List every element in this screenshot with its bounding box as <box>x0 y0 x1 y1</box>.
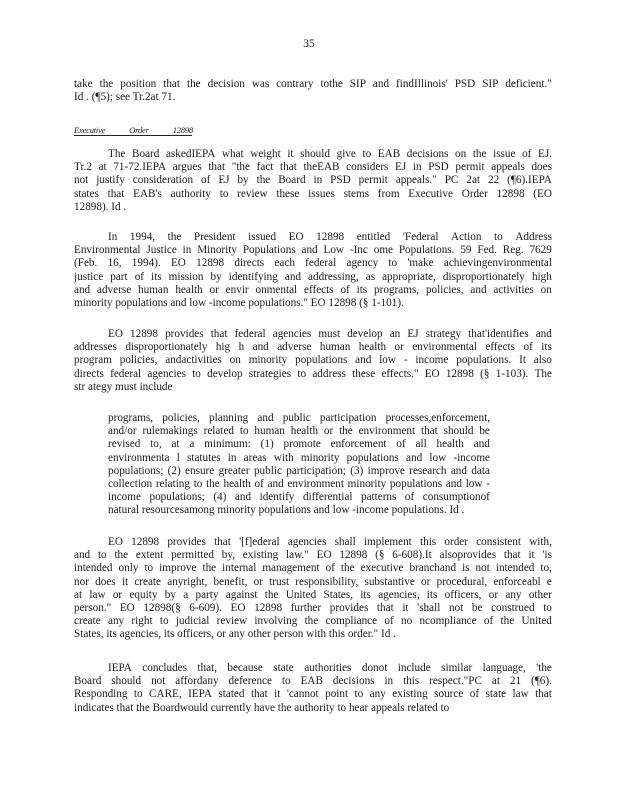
text-line: create any right to judicial review involving the compliance of no ncompliance of the United <box>74 615 552 628</box>
heading-underline <box>74 135 192 136</box>
heading-word: Executive <box>74 125 106 135</box>
text-line: directs federal agencies to develop strategies to address these effects." EO 12898 (§ 1-103). The <box>74 367 552 380</box>
text-line: Environmental Justice in Minority Populations and Low -Inc ome Populations. 59 Fed. Reg. 7629 <box>74 244 552 257</box>
text-line: intended only to improve the internal management of the executive branchand is not intended to, <box>74 562 552 575</box>
text-line: indicates that the Boardwould currently have the authority to hear appeals related to <box>74 701 450 714</box>
text-line: addresses disproportionately hig h and adverse human health or environmental effects of its <box>74 341 552 354</box>
text-line: environmenta l statutes in areas with minority populations and low -income <box>108 451 490 464</box>
block-quote <box>108 412 490 518</box>
text-line: Id . (¶5); see Tr.2at 71. <box>74 91 176 104</box>
text-line: The Board askedIEPA what weight it should give to EAB decisions on the issue of EJ. <box>108 148 552 160</box>
text-line: programs, policies, planning and public participation processes,enforcement, <box>108 412 490 424</box>
text-line: collection relating to the health of and environment minority populations and low - <box>108 478 490 491</box>
text-line: (Feb. 16, 1994). EO 12898 directs each federal agency to 'make achievingenvironmental <box>74 257 552 270</box>
text-line: IEPA concludes that, because state authorities donot include similar language, 'the <box>108 662 552 674</box>
text-line: str ategy must include <box>74 380 173 393</box>
text-line: Tr.2 at 71-72.IEPA argues that "the fact that theEAB considers EJ in PSD permit appeals does <box>74 161 552 174</box>
text-line: minority populations and low -income populations." EO 12898 (§ 1-101). <box>74 297 404 310</box>
text-line: Responding to CARE, IEPA stated that it 'cannot point to any existing source of state law that <box>74 688 552 701</box>
text-line: 12898). Id . <box>74 200 127 213</box>
text-line: In 1994, the President issued EO 12898 entitled 'Federal Action to Address <box>108 231 552 243</box>
text-line: revised to, at a minimum: (1) promote enforcement of all health and <box>108 438 490 451</box>
paragraph-existing-law <box>74 536 552 642</box>
text-line: populations; (2) ensure greater public participation; (3) improve research and data <box>108 464 490 477</box>
text-line: at law or equity by a party against the United States, its agencies, its officers, or any other <box>74 588 552 601</box>
text-line: states that EAB's authority to review these issues stems from Executive Order 12898 (EO <box>74 187 552 200</box>
text-line: and adverse human health or envir onmental effects of its programs, policies, and activities on <box>74 283 552 296</box>
text-line: EO 12898 provides that '[f]ederal agencies shall implement this order consistent with, <box>108 536 552 548</box>
heading-word: Order <box>129 125 149 135</box>
paragraph-board-asked <box>74 148 552 214</box>
text-line: Board should not affordany deference to EAB decisions in this respect."PC at 21 (¶6). <box>74 675 552 688</box>
text-line: natural resourcesamong minority populations and low -income populations. Id . <box>108 504 465 517</box>
text-line: not justify consideration of EJ by the Board in PSD permit appeals." PC 2at 22 (¶6).IEPA <box>74 174 552 187</box>
text-line: person." EO 12898(§ 6-609). EO 12898 further provides that it 'shall not be construed to <box>74 602 552 615</box>
text-line: justice part of its mission by identifying and addressing, as appropriate, disproportionately high <box>74 270 552 283</box>
page-number: 35 <box>303 38 315 50</box>
text-line: program policies, andactivities on minority populations and low - income populations. It also <box>74 354 552 367</box>
text-line: and to the extent permitted by, existing law." EO 12898 (§ 6-608).It alsoprovides that it 'is <box>74 549 552 562</box>
text-line: States, its agencies, its officers, or any other person with this order." Id . <box>74 628 396 641</box>
text-line: EO 12898 provides that federal agencies must develop an EJ strategy that'identifies and <box>108 328 552 340</box>
paragraph-ej-strategy <box>74 328 552 394</box>
paragraph-1994-order <box>74 231 552 310</box>
heading-word: 12898 <box>172 125 193 135</box>
text-line: nor does it create anyright, benefit, or trust responsibility, substantive or procedural, enforceabl e <box>74 575 552 588</box>
top-paragraph <box>74 78 552 104</box>
paragraph-iepa-concludes <box>74 662 552 715</box>
text-line: income populations; (4) and identify differential patterns of consumptionof <box>108 491 490 504</box>
text-line: and/or rulemakings related to human health or the environment that should be <box>108 425 490 438</box>
text-line: take the position that the decision was contrary tothe SIP and findIllinois' PSD SIP deficient." <box>74 78 552 90</box>
